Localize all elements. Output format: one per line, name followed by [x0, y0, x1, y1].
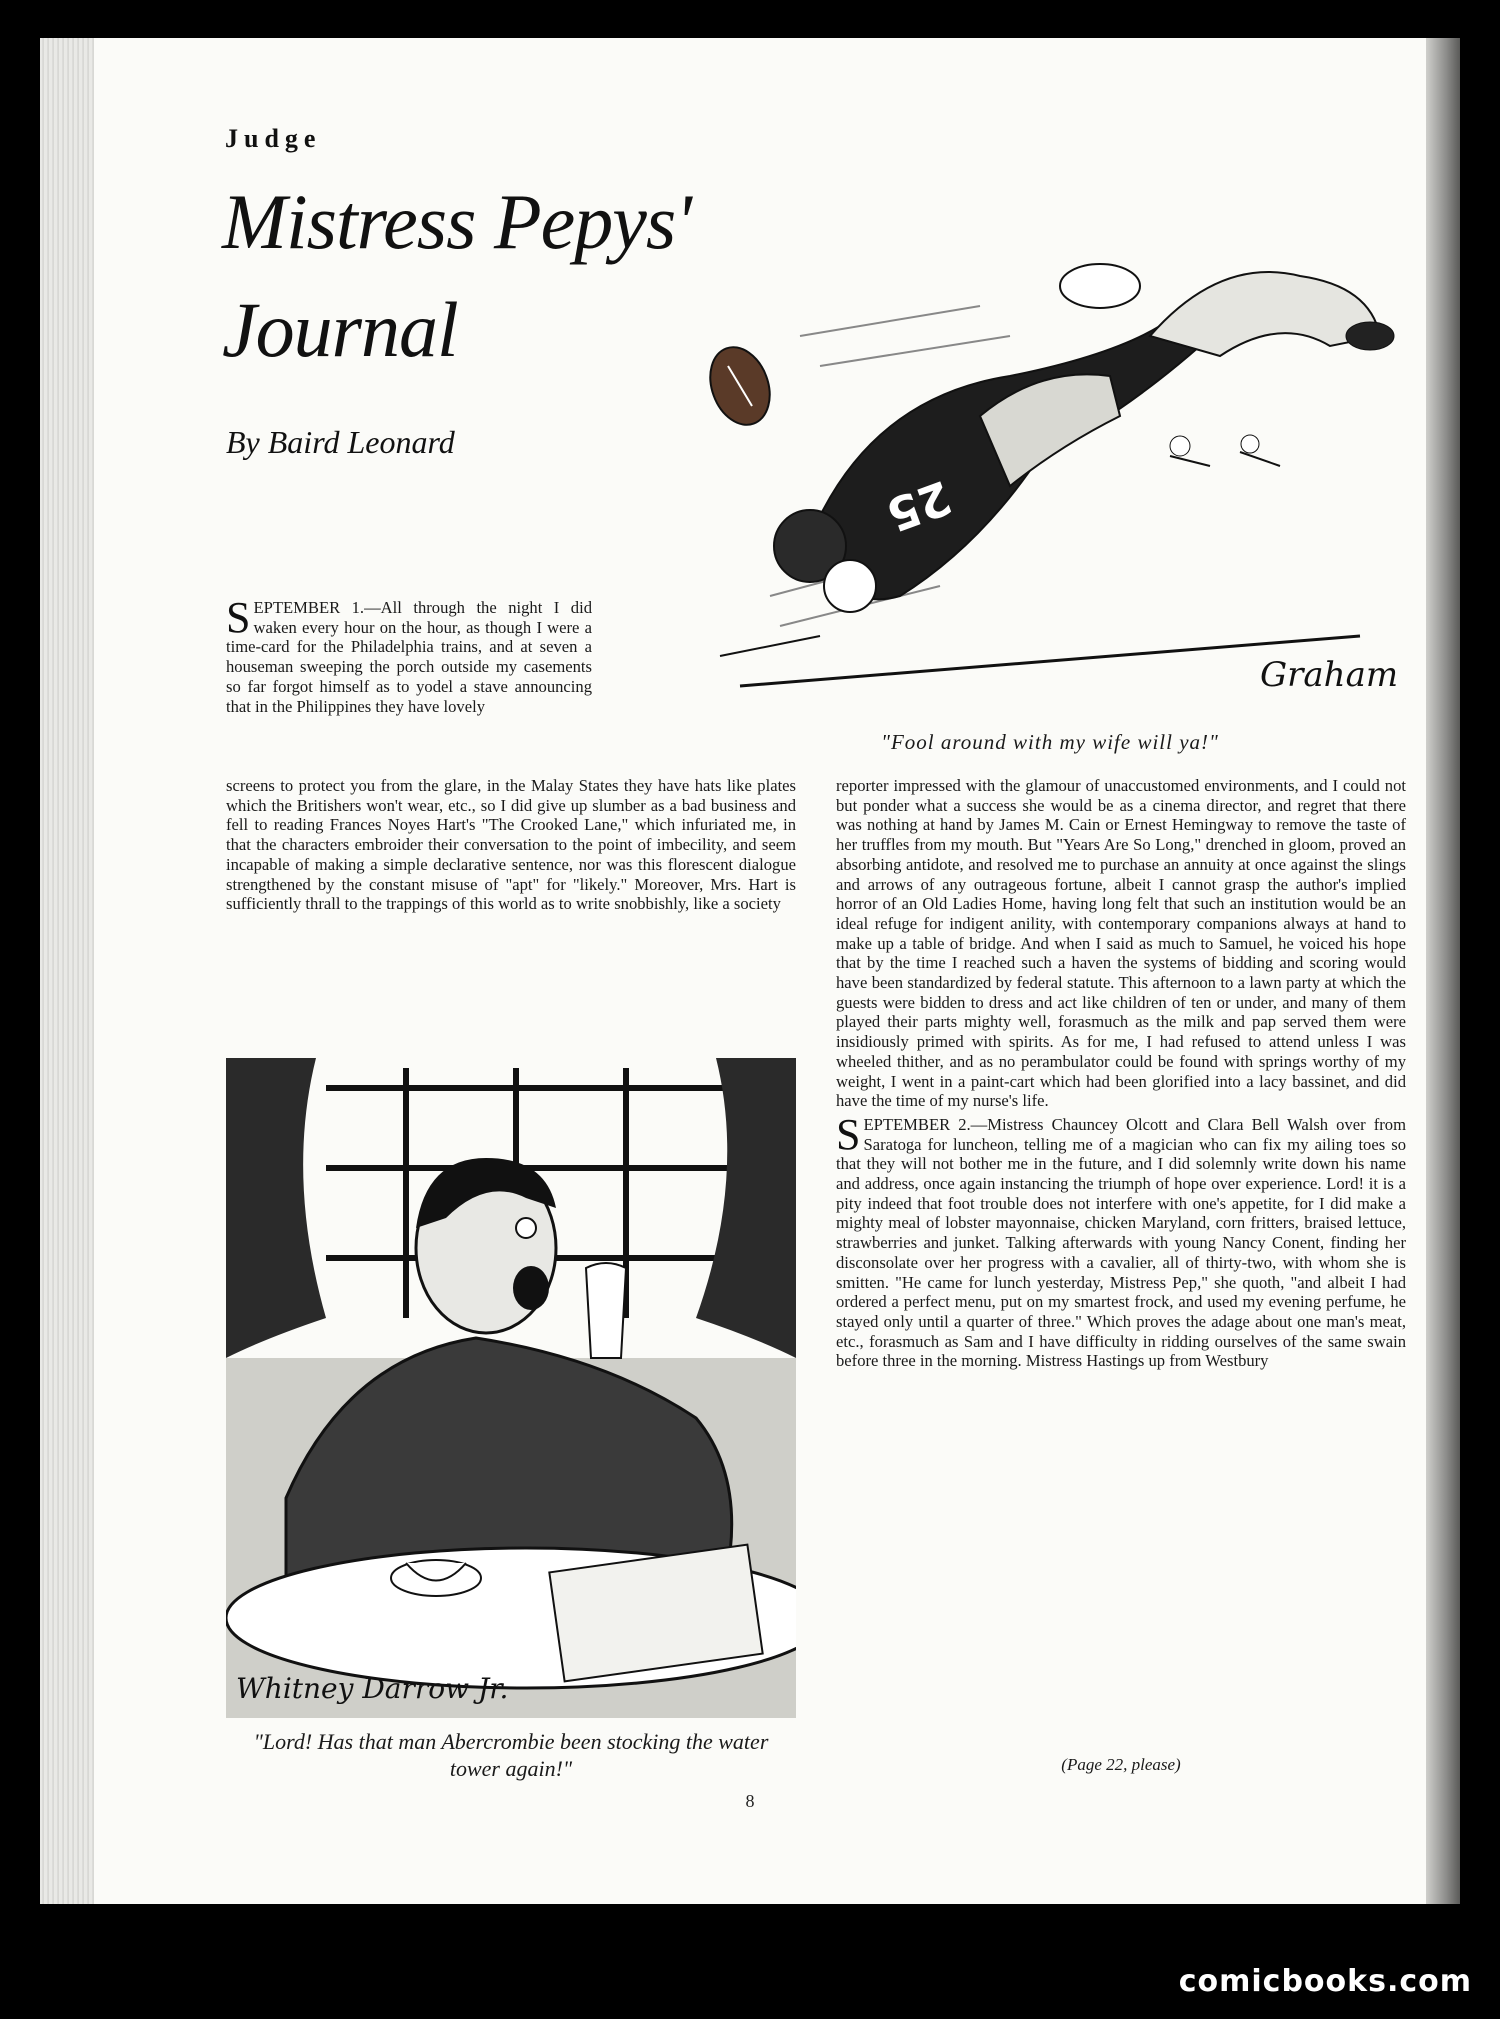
title-line-1: Mistress Pepys' — [222, 178, 691, 265]
column-2-paragraph-2-text: EPTEMBER 2.—Mistress Chauncey Olcott and Clara Bell Walsh over from Saratoga for luncheon, telling me of a magician who can fix my ailing toes so that they will not bother me in the future, and I did solemnly write down his name and address, once again instancing the triumph of hope over experience. Lord! it is a pity indeed that foot trouble does not interfere with one's appetite, for I did make a mighty meal of lobster mayonnaise, chicken Maryland, corn fritters, braised lettuce, strawberries and junket. Talking afterwards with young Nancy Conent, finding her disconsolate over her progress with a cavalier, all of thirty-two, with whom she is smitten. "He came for lunch yesterday, Mistress Pep," she quoth, "and albeit I had ordered a perfect menu, put on my smartest frock, and used my evening perfume, he stayed only until a quarter of three." Which proves the adage about one man's meat, etc., forasmuch as Sam and I have difficulty in ridding ourselves of the same swain before three in the morning. Mistress Hastings up from Westbury — [836, 1114, 1406, 1371]
watermark: comicbooks.com — [1178, 1964, 1472, 1999]
page-binding-edge-right — [1426, 38, 1460, 1904]
masthead: Judge — [225, 124, 322, 153]
column-1-continued: screens to protect you from the glare, in the Malay States they have hats like plates which the Britishers won't wear, etc., so I did give up slumber as a bad business and fell to reading Frances Noyes Hart's "The Crooked Lane," which infuriated me, in that the characters embroider their conversation to the point of imbecility, and seem incapable of making a simple declarative sentence, nor was this florescent dialogue strengthened by the constant misuse of "apt" for "likely." Moreover, Mrs. Hart is sufficiently thrall to the trappings of this world as to write snobbishly, like a society — [226, 776, 796, 914]
darrow-caption: "Lord! Has that man Abercrombie been stocking the water tower again!" — [253, 1729, 769, 1781]
column-2-paragraph-2 — [836, 1109, 1406, 1371]
football-signature: Graham — [1260, 655, 1398, 695]
column-1-opening-text: EPTEMBER 1.—All through the night I did waken every hour on the hour, as though I were a time-card for the Philadelphia trains, and at seven a houseman sweeping the porch outside my casements so far forgot himself as to yodel a stave announcing that in the Philippines they have lovely — [226, 598, 592, 716]
page-stack-edge-left — [40, 38, 94, 1904]
column-2 — [836, 776, 1406, 1375]
page-number: 8 — [745, 1791, 755, 1811]
darrow-signature: Whitney Darrow Jr. — [236, 1672, 509, 1705]
column-2-paragraph-1: reporter impressed with the glamour of unaccustomed environments, and I could not but ponder what a success she would be as a cinema director, and regret that there was nothing at hand by James M. Cain or Ernest Hemingway to remove the taste of her truffles from my mouth. But "Years Are So Long," drenched in gloom, proved an absorbing antidote, and resolved me to purchase an annuity at once against the slings and arrows of any outrageous fortune, albeit I cannot grasp the author's implied horror of an Old Ladies Home, having long felt that such an institution would be an ideal refuge for indigent anility, with contemporary companions always at hand to make up a table of bridge. And when I said as much to Samuel, he voiced his hope that by the time I reached such a haven the systems of bidding and scoring would have been standardized by federal statute. This afternoon to a lawn party at which the guests were bidden to dress and act like children of ten or under, and many of them played their parts mighty well, forasmuch as the milk and pap served them were insidiously primed with spirits. As for me, I had refused to attend unless I was wheeled thither, and as no perambulator could be found with springs worthy of my weight, I went in a paint-cart which had been glorified into a lacy bassinet, and did have the time of my nurse's life. — [836, 776, 1406, 1111]
dropcap: S — [226, 593, 251, 642]
dropcap: S — [836, 1109, 861, 1159]
column-1-opening — [226, 593, 592, 716]
byline: By Baird Leonard — [226, 424, 455, 460]
football-caption: "Fool around with my wife will ya!" — [881, 730, 1219, 754]
jersey-number: 25 — [879, 469, 959, 543]
continued-note: (Page 22, please) — [1061, 1755, 1181, 1774]
magazine-page — [40, 38, 1460, 1904]
darrow-illustration — [226, 1058, 796, 1718]
title-line-2: Journal — [222, 286, 458, 373]
football-illustration — [680, 216, 1398, 726]
